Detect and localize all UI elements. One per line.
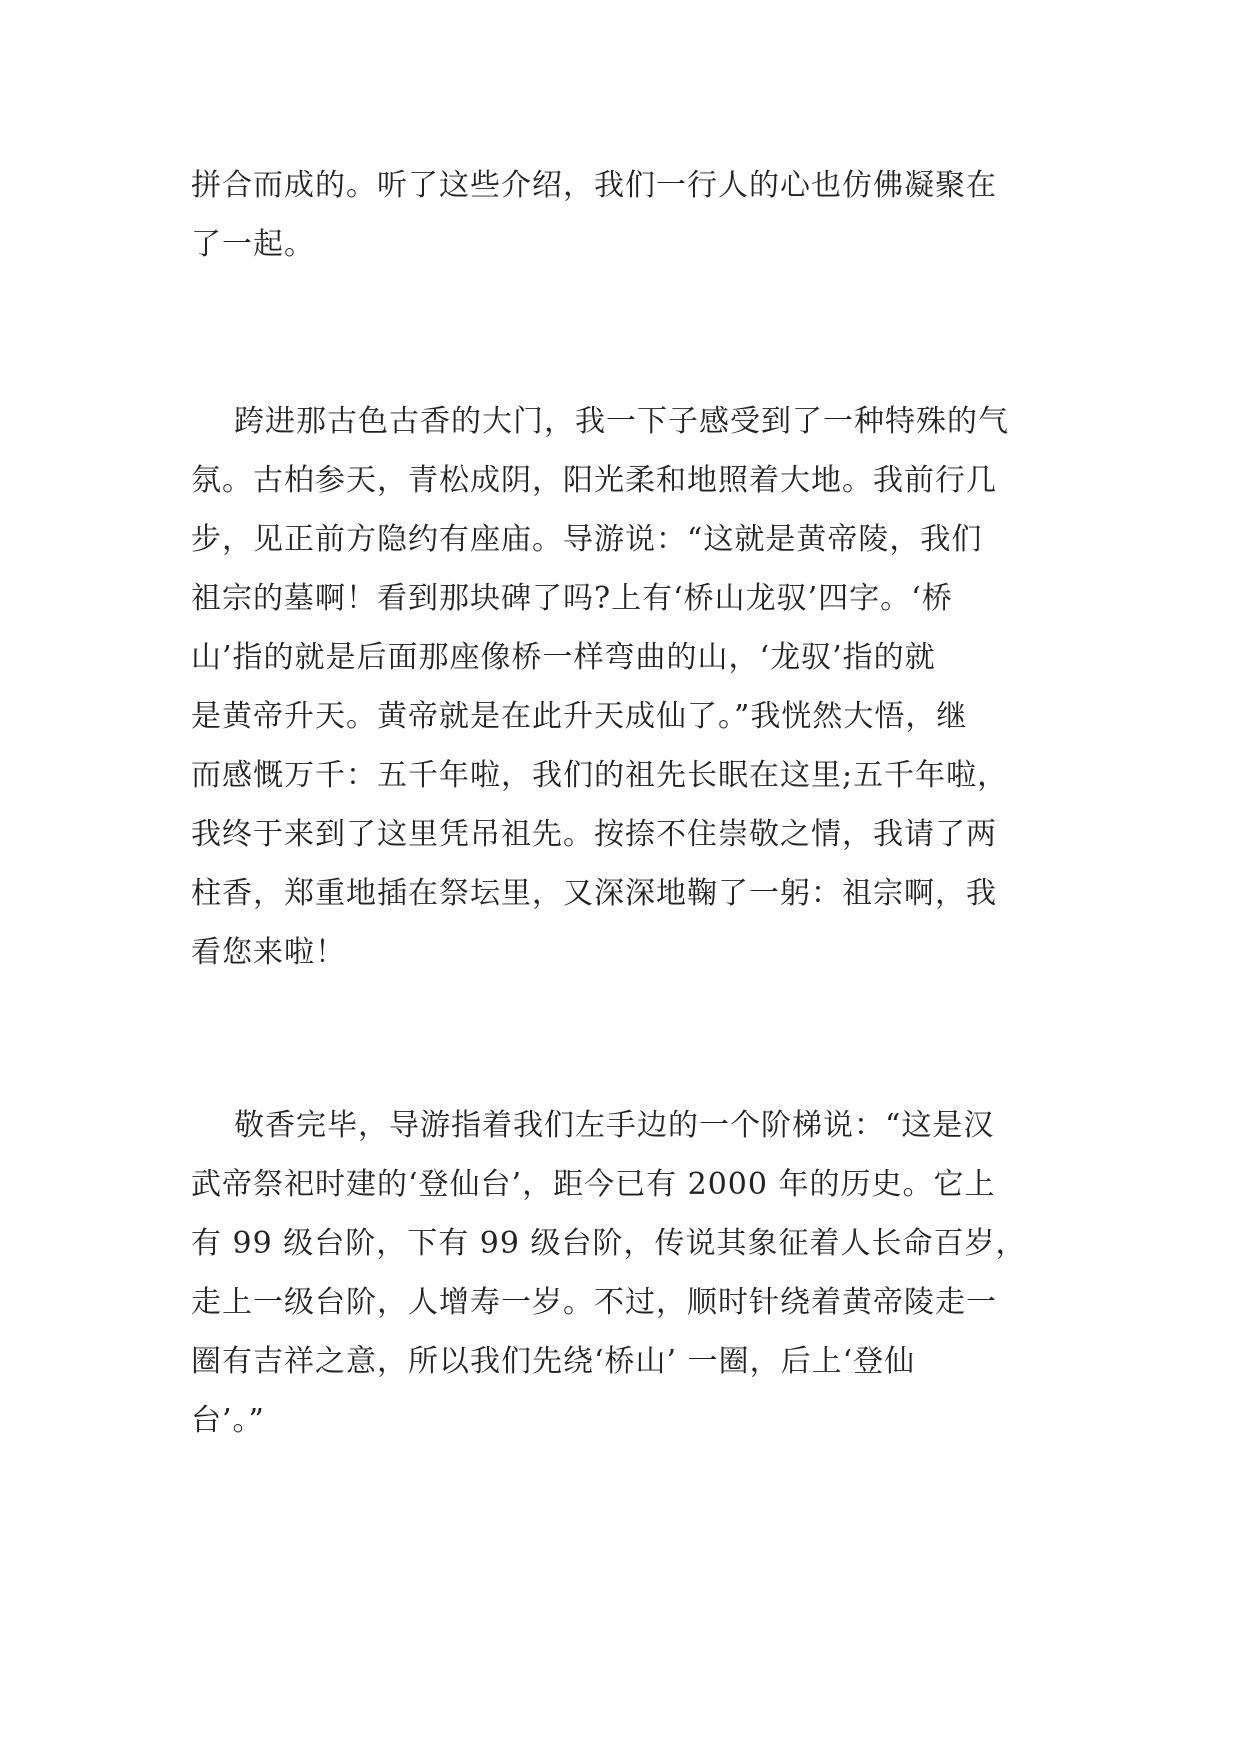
paragraph-line: 跨进那古色古香的大门，我一下子感受到了一种特殊的气	[234, 404, 1009, 439]
paragraph-3	[191, 1096, 1061, 1450]
paragraph-line: 看您来啦！	[191, 935, 346, 970]
paragraph-line: 走上一级台阶，人增寿一岁。不过，顺时针绕着黄帝陵走一	[191, 1285, 997, 1320]
paragraph-line: 而感慨万千：五千年啦，我们的祖先长眠在这里;五千年啦，	[191, 758, 1009, 793]
paragraph-line: 了一起。	[191, 227, 315, 262]
paragraph-line: 武帝祭祀时建的‘登仙台’，距今已有 2000 年的历史。它上	[191, 1167, 996, 1202]
paragraph-line: 步，见正前方隐约有座庙。导游说：“这就是黄帝陵，我们	[191, 522, 983, 557]
paragraph-line: 是黄帝升天。黄帝就是在此升天成仙了。”我恍然大悟，继	[191, 699, 968, 734]
paragraph-line: 敬香完毕，导游指着我们左手边的一个阶梯说：“这是汉	[234, 1108, 995, 1143]
paragraph-line: 山’指的就是后面那座像桥一样弯曲的山，‘龙驭’指的就	[191, 640, 936, 675]
paragraph-line: 我终于来到了这里凭吊祖先。按捺不住崇敬之情，我请了两	[191, 817, 997, 852]
paragraph-line: 台’。”	[191, 1403, 265, 1438]
paragraph-line: 氛。古柏参天，青松成阴，阳光柔和地照着大地。我前行几	[191, 463, 997, 498]
paragraph-line: 圈有吉祥之意，所以我们先绕‘桥山’ 一圈，后上‘登仙	[191, 1344, 916, 1379]
paragraph-1	[191, 156, 1061, 274]
paragraph-line: 柱香，郑重地插在祭坛里，又深深地鞠了一躬：祖宗啊，我	[191, 876, 997, 911]
paragraph-line: 拼合而成的。听了这些介绍，我们一行人的心也仿佛凝聚在	[191, 168, 997, 203]
paragraph-2	[191, 392, 1061, 982]
paragraph-line: 有 99 级台阶，下有 99 级台阶，传说其象征着人长命百岁，	[191, 1226, 1027, 1261]
paragraph-line: 祖宗的墓啊！看到那块碑了吗?上有‘桥山龙驭’四字。‘桥	[191, 581, 953, 616]
